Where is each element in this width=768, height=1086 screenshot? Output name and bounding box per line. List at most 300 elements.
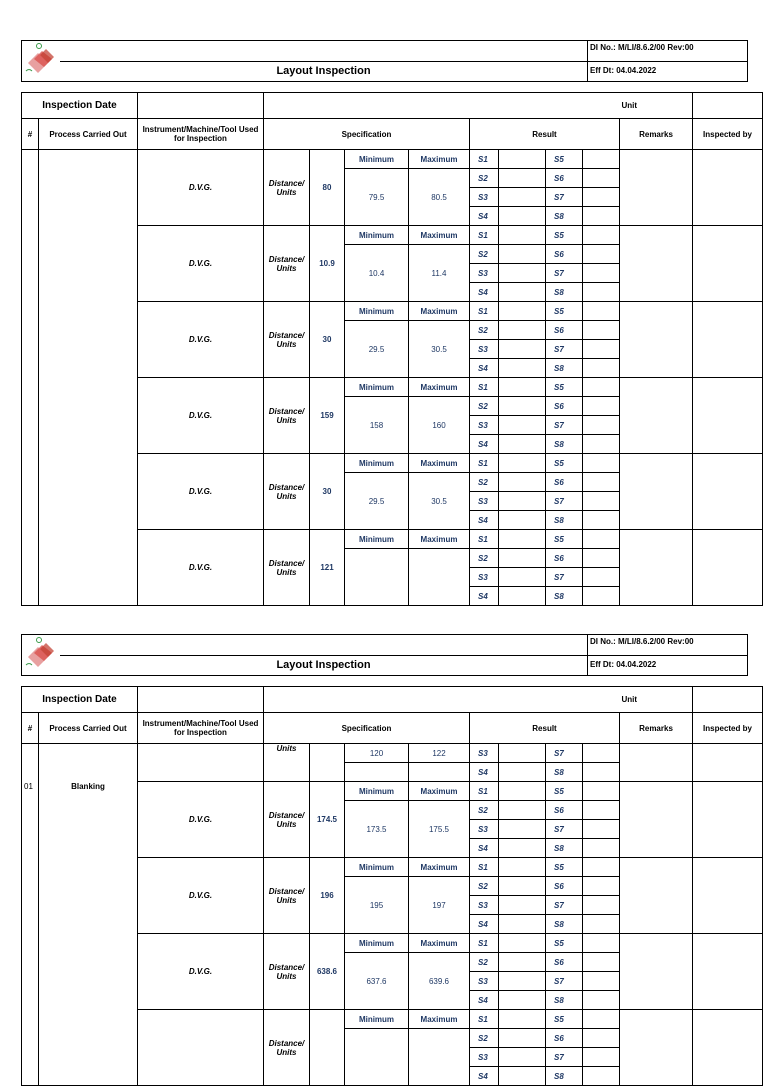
- sample-label: S4: [470, 359, 499, 378]
- sample-label: S5: [546, 454, 583, 473]
- maximum-label: Maximum: [409, 530, 470, 549]
- inspection-date-label: Inspection Date: [22, 93, 138, 119]
- sample-value-cell[interactable]: [583, 858, 620, 877]
- instrument-cell: D.V.G.: [138, 858, 264, 934]
- sample-value-cell[interactable]: [583, 801, 620, 820]
- page-title: Layout Inspection: [276, 65, 371, 77]
- inspected-by-cell[interactable]: [693, 454, 763, 530]
- instrument-cell: D.V.G.: [138, 782, 264, 858]
- sample-value-cell[interactable]: [499, 302, 546, 321]
- sample-value-cell[interactable]: [583, 245, 620, 264]
- sample-value-cell[interactable]: [499, 953, 546, 972]
- inspected-by-cell[interactable]: [693, 226, 763, 302]
- sample-label: S3: [470, 820, 499, 839]
- sample-value-cell[interactable]: [583, 1067, 620, 1086]
- instrument-cell: D.V.G.: [138, 934, 264, 1010]
- nominal-value: 174.5: [310, 782, 345, 858]
- sample-label: S6: [546, 549, 583, 568]
- sample-label: S3: [470, 972, 499, 991]
- maximum-value: 175.5: [409, 801, 470, 858]
- sample-value-cell[interactable]: [499, 858, 546, 877]
- sample-label: S5: [546, 150, 583, 169]
- nominal-value: 638.6: [310, 934, 345, 1010]
- sample-label: S6: [546, 953, 583, 972]
- sample-label: S8: [546, 991, 583, 1010]
- nominal-value: 30: [310, 454, 345, 530]
- sample-value-cell[interactable]: [583, 877, 620, 896]
- maximum-value: 30.5: [409, 321, 470, 378]
- sample-label: S3: [470, 492, 499, 511]
- maximum-label: Maximum: [409, 934, 470, 953]
- sample-value-cell[interactable]: [499, 378, 546, 397]
- sample-label: S8: [546, 283, 583, 302]
- sample-value-cell[interactable]: [499, 340, 546, 359]
- sample-label: S7: [546, 264, 583, 283]
- minimum-value: 79.5: [345, 169, 409, 226]
- nominal-value: 80: [310, 150, 345, 226]
- sample-value-cell[interactable]: [583, 150, 620, 169]
- sample-label: S8: [546, 1067, 583, 1086]
- nominal-value: 159: [310, 378, 345, 454]
- sample-value-cell[interactable]: [499, 492, 546, 511]
- inspected-by-cell[interactable]: [693, 302, 763, 378]
- sample-value-cell[interactable]: [583, 226, 620, 245]
- sample-label: S1: [470, 530, 499, 549]
- minimum-label: Minimum: [345, 454, 409, 473]
- sample-value-cell[interactable]: [499, 896, 546, 915]
- sample-value-cell[interactable]: [499, 549, 546, 568]
- sample-label: S1: [470, 378, 499, 397]
- sample-label: S4: [470, 435, 499, 454]
- minimum-value: 158: [345, 397, 409, 454]
- sample-value-cell[interactable]: [499, 801, 546, 820]
- inspected-by-header: Inspected by: [693, 713, 763, 744]
- nominal-value: 196: [310, 858, 345, 934]
- instrument-cell: [138, 744, 264, 782]
- nominal-value: 30: [310, 302, 345, 378]
- sample-value-cell[interactable]: [583, 1010, 620, 1029]
- sample-label: S4: [470, 763, 499, 782]
- sample-label: S4: [470, 1067, 499, 1086]
- sample-value-cell[interactable]: [499, 416, 546, 435]
- sample-label: S5: [546, 858, 583, 877]
- sample-value-cell[interactable]: [583, 511, 620, 530]
- sample-label: S7: [546, 568, 583, 587]
- sample-label: S7: [546, 896, 583, 915]
- remarks-cell[interactable]: [620, 150, 693, 226]
- inspected-by-cell[interactable]: [693, 1010, 763, 1086]
- effective-date: Eff Dt: 04.04.2022: [590, 66, 657, 75]
- inspected-by-cell[interactable]: [693, 858, 763, 934]
- sample-label: S7: [546, 744, 583, 763]
- inspected-by-header: Inspected by: [693, 119, 763, 150]
- sample-value-cell[interactable]: [583, 1048, 620, 1067]
- remarks-cell[interactable]: [620, 454, 693, 530]
- sample-value-cell[interactable]: [499, 150, 546, 169]
- minimum-value: 29.5: [345, 473, 409, 530]
- maximum-label: Maximum: [409, 858, 470, 877]
- sample-label: S4: [470, 511, 499, 530]
- sample-value-cell[interactable]: [583, 763, 620, 782]
- remarks-cell[interactable]: [620, 858, 693, 934]
- sample-value-cell[interactable]: [583, 283, 620, 302]
- sample-label: S6: [546, 245, 583, 264]
- sample-value-cell[interactable]: [583, 264, 620, 283]
- sample-label: S6: [546, 169, 583, 188]
- sample-value-cell[interactable]: [583, 378, 620, 397]
- page-title: Layout Inspection: [276, 659, 371, 671]
- sample-label: S4: [470, 839, 499, 858]
- sample-value-cell[interactable]: [583, 207, 620, 226]
- unit-label: Unit: [620, 93, 693, 119]
- sample-value-cell[interactable]: [583, 934, 620, 953]
- maximum-value: 11.4: [409, 245, 470, 302]
- sample-value-cell[interactable]: [499, 359, 546, 378]
- sample-value-cell[interactable]: [499, 454, 546, 473]
- remarks-cell[interactable]: [620, 302, 693, 378]
- sample-label: S6: [546, 801, 583, 820]
- nominal-value: 10.9: [310, 226, 345, 302]
- instrument-cell: [138, 1010, 264, 1086]
- sample-value-cell[interactable]: [583, 896, 620, 915]
- sample-value-cell[interactable]: [499, 169, 546, 188]
- sample-label: S8: [546, 839, 583, 858]
- remarks-cell[interactable]: [620, 782, 693, 858]
- process-header: Process Carried Out: [39, 713, 138, 744]
- sample-value-cell[interactable]: [499, 1067, 546, 1086]
- remarks-cell[interactable]: [620, 744, 693, 782]
- sample-label: S2: [470, 953, 499, 972]
- sample-value-cell[interactable]: [583, 454, 620, 473]
- sample-value-cell[interactable]: [499, 782, 546, 801]
- instrument-cell: D.V.G.: [138, 150, 264, 226]
- effective-date: Eff Dt: 04.04.2022: [590, 660, 657, 669]
- sample-label: S1: [470, 1010, 499, 1029]
- sample-label: S1: [470, 934, 499, 953]
- sample-value-cell[interactable]: [499, 877, 546, 896]
- sample-value-cell[interactable]: [499, 473, 546, 492]
- sample-value-cell[interactable]: [583, 530, 620, 549]
- minimum-value: 173.5: [345, 801, 409, 858]
- sample-label: S1: [470, 782, 499, 801]
- maximum-value: [409, 1029, 470, 1086]
- inspection-table: [21, 92, 763, 606]
- sample-label: S2: [470, 549, 499, 568]
- sample-label: S6: [546, 473, 583, 492]
- minimum-value: 120: [345, 744, 409, 763]
- sample-value-cell[interactable]: [499, 991, 546, 1010]
- row-number-cell: [22, 150, 39, 606]
- sample-label: S3: [470, 188, 499, 207]
- process-header: Process Carried Out: [39, 119, 138, 150]
- unit-value[interactable]: [693, 93, 763, 119]
- inspected-by-cell[interactable]: [693, 150, 763, 226]
- sample-value-cell[interactable]: [583, 169, 620, 188]
- sample-label: S4: [470, 991, 499, 1010]
- distance-units-label: Distance/ Units: [264, 782, 310, 858]
- instrument-cell: D.V.G.: [138, 454, 264, 530]
- sample-label: S1: [470, 302, 499, 321]
- sample-label: S3: [470, 744, 499, 763]
- sample-value-cell[interactable]: [583, 435, 620, 454]
- sample-value-cell[interactable]: [583, 744, 620, 763]
- sample-label: S2: [470, 877, 499, 896]
- sample-value-cell[interactable]: [583, 416, 620, 435]
- minimum-label: Minimum: [345, 934, 409, 953]
- sample-value-cell[interactable]: [499, 1010, 546, 1029]
- maximum-label: Maximum: [409, 454, 470, 473]
- sample-value-cell[interactable]: [583, 915, 620, 934]
- minimum-value: 195: [345, 877, 409, 934]
- sample-value-cell[interactable]: [583, 549, 620, 568]
- sample-label: S5: [546, 378, 583, 397]
- sample-label: S2: [470, 321, 499, 340]
- minimum-label: Minimum: [345, 150, 409, 169]
- maximum-label: Maximum: [409, 1010, 470, 1029]
- instrument-cell: D.V.G.: [138, 302, 264, 378]
- maximum-label: Maximum: [409, 782, 470, 801]
- inspected-by-cell[interactable]: [693, 934, 763, 1010]
- sample-value-cell[interactable]: [583, 359, 620, 378]
- instrument-cell: D.V.G.: [138, 226, 264, 302]
- maximum-label: Maximum: [409, 302, 470, 321]
- remarks-cell[interactable]: [620, 1010, 693, 1086]
- sample-label: S8: [546, 915, 583, 934]
- distance-units-label: Distance/ Units: [264, 454, 310, 530]
- sample-label: S7: [546, 340, 583, 359]
- minimum-label: Minimum: [345, 530, 409, 549]
- sample-value-cell[interactable]: [499, 264, 546, 283]
- maximum-value: 160: [409, 397, 470, 454]
- sample-value-cell[interactable]: [499, 207, 546, 226]
- page-2: [0, 594, 768, 1081]
- sample-label: S5: [546, 530, 583, 549]
- sample-label: S8: [546, 511, 583, 530]
- result-header: Result: [470, 119, 620, 150]
- distance-units-label: Distance/ Units: [264, 530, 310, 606]
- sample-value-cell[interactable]: [499, 839, 546, 858]
- inspection-date-value[interactable]: [138, 687, 264, 713]
- sample-value-cell[interactable]: [583, 302, 620, 321]
- inspection-date-value[interactable]: [138, 93, 264, 119]
- sample-label: S5: [546, 302, 583, 321]
- sample-label: S7: [546, 820, 583, 839]
- sample-label: S7: [546, 416, 583, 435]
- sample-value-cell[interactable]: [583, 473, 620, 492]
- sample-label: S3: [470, 896, 499, 915]
- company-logo-icon: [22, 635, 60, 673]
- sample-value-cell[interactable]: [499, 530, 546, 549]
- maximum-label: Maximum: [409, 150, 470, 169]
- sample-value-cell[interactable]: [583, 321, 620, 340]
- sample-value-cell[interactable]: [583, 492, 620, 511]
- sample-value-cell[interactable]: [499, 820, 546, 839]
- distance-units-label: Distance/ Units: [264, 226, 310, 302]
- hash-header: #: [22, 119, 39, 150]
- sample-value-cell[interactable]: [583, 1029, 620, 1048]
- process-name: Blanking: [39, 744, 138, 1086]
- sample-value-cell[interactable]: [499, 435, 546, 454]
- sample-label: S3: [470, 264, 499, 283]
- inspection-table: [21, 686, 763, 1086]
- distance-units-label: Distance/ Units: [264, 1010, 310, 1086]
- nominal-value: [310, 744, 345, 782]
- doc-number: DI No.: M/LI/8.6.2/00 Rev:00: [590, 43, 694, 52]
- sample-label: S8: [546, 587, 583, 606]
- sample-value-cell[interactable]: [499, 188, 546, 207]
- sample-value-cell[interactable]: [499, 915, 546, 934]
- sample-value-cell[interactable]: [499, 744, 546, 763]
- sample-label: S6: [546, 877, 583, 896]
- sample-value-cell[interactable]: [499, 245, 546, 264]
- remarks-cell[interactable]: [620, 226, 693, 302]
- specification-header: Specification: [264, 713, 470, 744]
- specification-header: Specification: [264, 119, 470, 150]
- sample-label: S6: [546, 321, 583, 340]
- document-header: [21, 40, 748, 81]
- sample-value-cell[interactable]: [499, 283, 546, 302]
- maximum-value: 122: [409, 744, 470, 763]
- sample-label: S8: [546, 763, 583, 782]
- sample-label: S2: [470, 1029, 499, 1048]
- sample-label: S4: [470, 915, 499, 934]
- maximum-label: Maximum: [409, 378, 470, 397]
- maximum-value: 639.6: [409, 953, 470, 1010]
- sample-value-cell[interactable]: [499, 397, 546, 416]
- minimum-label: Minimum: [345, 226, 409, 245]
- sample-value-cell[interactable]: [583, 991, 620, 1010]
- minimum-value: 637.6: [345, 953, 409, 1010]
- sample-label: S3: [470, 340, 499, 359]
- sample-value-cell[interactable]: [499, 568, 546, 587]
- sample-label: S2: [470, 473, 499, 492]
- sample-label: S8: [546, 435, 583, 454]
- sample-value-cell[interactable]: [499, 511, 546, 530]
- remarks-header: Remarks: [620, 119, 693, 150]
- sample-label: S2: [470, 801, 499, 820]
- sample-label: S2: [470, 397, 499, 416]
- maximum-value-cell: [409, 763, 470, 782]
- minimum-label: Minimum: [345, 858, 409, 877]
- sample-value-cell[interactable]: [583, 782, 620, 801]
- maximum-value: 197: [409, 877, 470, 934]
- sample-label: S7: [546, 188, 583, 207]
- sample-value-cell[interactable]: [583, 397, 620, 416]
- sample-label: S6: [546, 397, 583, 416]
- sample-value-cell[interactable]: [499, 934, 546, 953]
- inspected-by-cell[interactable]: [693, 744, 763, 782]
- sample-label: S2: [470, 245, 499, 264]
- inspection-date-label: Inspection Date: [22, 687, 138, 713]
- minimum-label: Minimum: [345, 302, 409, 321]
- process-cell: [39, 150, 138, 606]
- minimum-value: 29.5: [345, 321, 409, 378]
- sample-label: S5: [546, 782, 583, 801]
- distance-units-label: Distance/ Units: [264, 302, 310, 378]
- row-number: 01: [22, 744, 39, 1086]
- distance-units-label: Distance/ Units: [264, 150, 310, 226]
- nominal-value: 121: [310, 530, 345, 606]
- sample-value-cell[interactable]: [583, 340, 620, 359]
- instrument-cell: D.V.G.: [138, 530, 264, 606]
- sample-value-cell[interactable]: [583, 839, 620, 858]
- distance-units-label: Distance/ Units: [264, 934, 310, 1010]
- minimum-label: Minimum: [345, 378, 409, 397]
- maximum-value: 30.5: [409, 473, 470, 530]
- sample-label: S3: [470, 416, 499, 435]
- hash-header: #: [22, 713, 39, 744]
- nominal-value: [310, 1010, 345, 1086]
- sample-label: S4: [470, 207, 499, 226]
- unit-label: Unit: [620, 687, 693, 713]
- sample-label: S6: [546, 1029, 583, 1048]
- sample-label: S7: [546, 972, 583, 991]
- remarks-cell[interactable]: [620, 934, 693, 1010]
- company-logo-icon: [22, 41, 60, 79]
- maximum-value: 80.5: [409, 169, 470, 226]
- units-label: Units: [264, 744, 310, 782]
- sample-label: S5: [546, 226, 583, 245]
- sample-value-cell[interactable]: [499, 1029, 546, 1048]
- minimum-label: Minimum: [345, 1010, 409, 1029]
- sample-value-cell[interactable]: [583, 972, 620, 991]
- sample-label: S7: [546, 1048, 583, 1067]
- sample-label: S3: [470, 1048, 499, 1067]
- minimum-label: Minimum: [345, 782, 409, 801]
- sample-label: S4: [470, 587, 499, 606]
- distance-units-label: Distance/ Units: [264, 378, 310, 454]
- sample-label: S2: [470, 169, 499, 188]
- minimum-value: [345, 1029, 409, 1086]
- sample-label: S5: [546, 934, 583, 953]
- document-header: [21, 634, 748, 675]
- sample-value-cell[interactable]: [499, 226, 546, 245]
- remarks-header: Remarks: [620, 713, 693, 744]
- sample-value-cell[interactable]: [583, 953, 620, 972]
- sample-label: S1: [470, 226, 499, 245]
- sample-label: S1: [470, 454, 499, 473]
- instrument-cell: D.V.G.: [138, 378, 264, 454]
- sample-value-cell[interactable]: [499, 1048, 546, 1067]
- sample-label: S3: [470, 568, 499, 587]
- sample-value-cell[interactable]: [583, 820, 620, 839]
- sample-label: S4: [470, 283, 499, 302]
- sample-label: S8: [546, 359, 583, 378]
- maximum-label: Maximum: [409, 226, 470, 245]
- sample-label: S1: [470, 150, 499, 169]
- minimum-value: 10.4: [345, 245, 409, 302]
- sample-label: S1: [470, 858, 499, 877]
- inspected-by-cell[interactable]: [693, 782, 763, 858]
- instrument-header: Instrument/Machine/Tool Used for Inspection: [138, 119, 264, 150]
- sample-value-cell[interactable]: [583, 568, 620, 587]
- sample-value-cell[interactable]: [499, 972, 546, 991]
- inspected-by-cell[interactable]: [693, 378, 763, 454]
- sample-value-cell[interactable]: [499, 321, 546, 340]
- distance-units-label: Distance/ Units: [264, 858, 310, 934]
- sample-value-cell[interactable]: [499, 763, 546, 782]
- doc-number: DI No.: M/LI/8.6.2/00 Rev:00: [590, 637, 694, 646]
- remarks-cell[interactable]: [620, 378, 693, 454]
- instrument-header: Instrument/Machine/Tool Used for Inspection: [138, 713, 264, 744]
- sample-value-cell[interactable]: [583, 188, 620, 207]
- sample-label: S5: [546, 1010, 583, 1029]
- sample-label: S8: [546, 207, 583, 226]
- sample-label: S7: [546, 492, 583, 511]
- minimum-value-cell: [345, 763, 409, 782]
- result-header: Result: [470, 713, 620, 744]
- unit-value[interactable]: [693, 687, 763, 713]
